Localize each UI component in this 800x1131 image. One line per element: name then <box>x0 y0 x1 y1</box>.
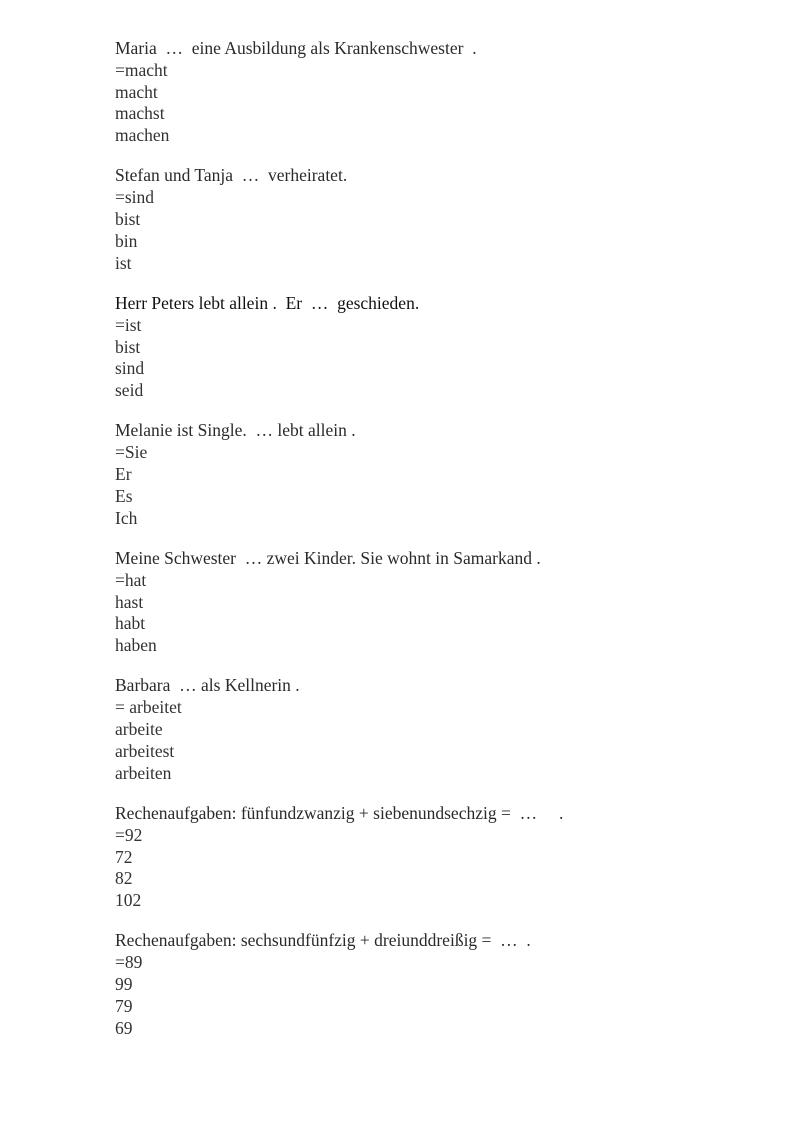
question-prompt: Rechenaufgaben: fünfundzwanzig + siebenundsechzig = … . <box>115 802 564 823</box>
answer-option: Es <box>115 485 133 506</box>
answer-option: =Sie <box>115 442 148 463</box>
question-2 <box>115 165 755 274</box>
answer-option: =ist <box>115 314 142 335</box>
answer-option: =macht <box>115 59 168 80</box>
answer-option: seid <box>115 380 144 401</box>
answer-option: bin <box>115 230 138 251</box>
answer-option: machst <box>115 103 165 124</box>
answer-option: Er <box>115 464 132 485</box>
answer-option: bist <box>115 209 141 230</box>
question-prompt: Rechenaufgaben: sechsundfünfzig + dreiunddreißig = … . <box>115 930 531 951</box>
answer-option: bist <box>115 336 141 357</box>
question-6 <box>115 675 755 784</box>
question-prompt: Melanie ist Single. … lebt allein . <box>115 420 356 441</box>
question-5 <box>115 548 755 657</box>
answer-option: 79 <box>115 995 133 1016</box>
question-1 <box>115 38 755 147</box>
answer-option: arbeitest <box>115 740 175 761</box>
question-prompt: Meine Schwester … zwei Kinder. Sie wohnt in Samarkand . <box>115 547 541 568</box>
answer-option: 82 <box>115 868 133 889</box>
answer-option: =89 <box>115 952 143 973</box>
answer-option: habt <box>115 613 146 634</box>
answer-option: machen <box>115 125 170 146</box>
answer-option: 72 <box>115 846 133 867</box>
answer-option: 99 <box>115 973 133 994</box>
answer-option: hast <box>115 591 144 612</box>
question-prompt: Herr Peters lebt allein . Er … geschieden. <box>115 292 420 313</box>
question-prompt: Maria … eine Ausbildung als Krankenschwester . <box>115 38 477 58</box>
answer-option: 69 <box>115 1017 133 1038</box>
answer-option: arbeiten <box>115 762 172 783</box>
question-prompt: Stefan und Tanja … verheiratet. <box>115 165 348 186</box>
answer-option: 102 <box>115 890 142 911</box>
question-8 <box>115 930 755 1039</box>
answer-option: Ich <box>115 507 138 528</box>
document-page <box>115 38 755 1058</box>
answer-option: haben <box>115 635 157 656</box>
answer-option: arbeite <box>115 719 163 740</box>
answer-option: = arbeitet <box>115 697 182 718</box>
answer-option: ist <box>115 252 132 273</box>
question-3 <box>115 293 755 402</box>
question-4 <box>115 420 755 529</box>
answer-option: =92 <box>115 824 143 845</box>
answer-option: macht <box>115 81 158 102</box>
question-prompt: Barbara … als Kellnerin . <box>115 675 300 696</box>
question-7 <box>115 803 755 912</box>
answer-option: =hat <box>115 569 147 590</box>
answer-option: =sind <box>115 187 155 208</box>
answer-option: sind <box>115 358 145 379</box>
